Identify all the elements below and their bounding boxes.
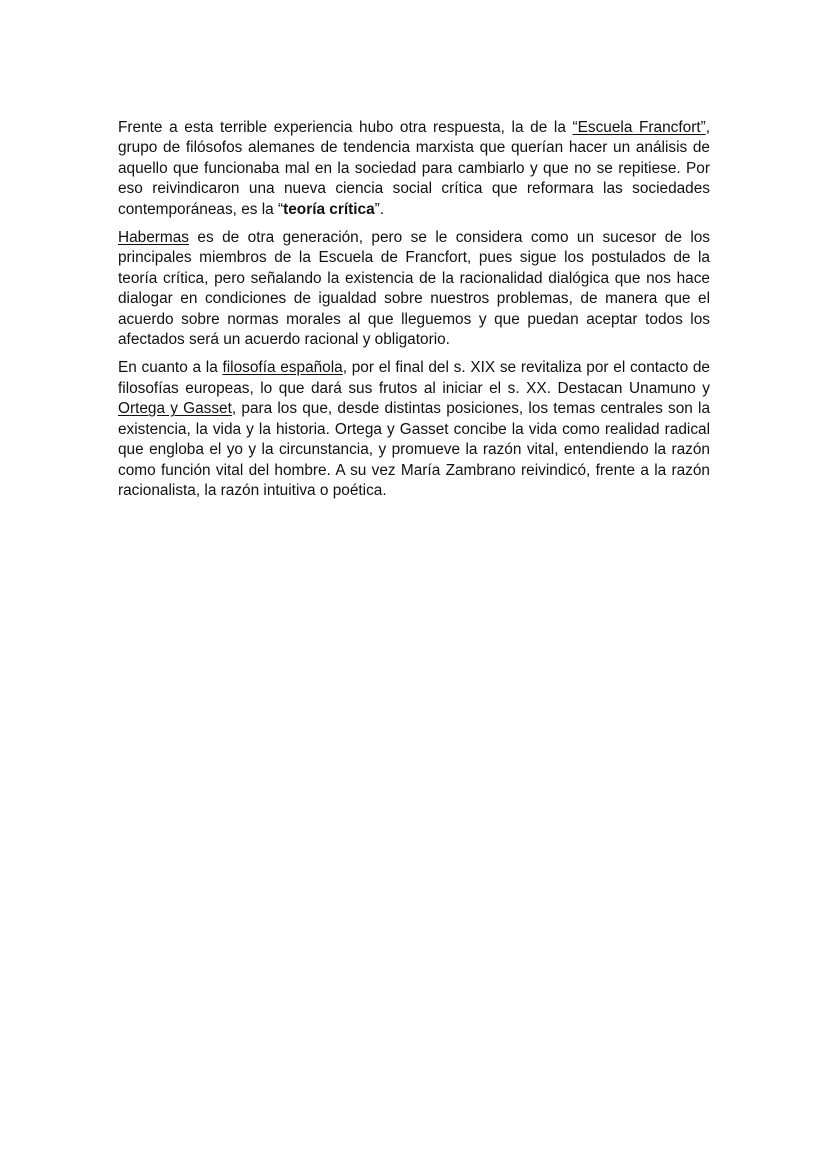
paragraph-text: En cuanto a la: [118, 359, 223, 377]
link-escuela-francfort[interactable]: “Escuela Francfort”: [572, 119, 706, 136]
paragraph-habermas: [118, 228, 710, 350]
paragraph-text: ”.: [374, 200, 385, 218]
paragraph-text: , por el final del s. XIX se revitaliza por el contacto de filosofías europeas, lo que dará sus frutos al iniciar el s. XX. Destacan Unamuno y: [118, 359, 710, 397]
link-ortega-y-gasset[interactable]: Ortega y Gasset: [118, 400, 232, 418]
link-filosofia-espanola[interactable]: filosofía española: [222, 359, 343, 377]
paragraph-escuela-francfort: [118, 118, 710, 220]
paragraph-text: Frente a esta terrible experiencia hubo otra respuesta, la de la: [118, 119, 573, 136]
paragraph-text: , para los que, desde distintas posiciones, los temas centrales son la existencia, la vida y la historia. Ortega y Gasset concibe la vida como realidad radical que engloba el yo y la circunstancia, y promueve la razón vital, entendiendo la razón como función vital del hombre. A su vez María Zambrano reivindicó, frente a la razón racionalista, la razón intuitiva o poética.: [118, 400, 710, 499]
document-body: [118, 118, 710, 509]
term-teoria-critica: teoría crítica: [283, 200, 375, 218]
paragraph-text: , grupo de filósofos alemanes de tendencia marxista que querían hacer un análisis de aquello que funcionaba mal en la sociedad para cambiarlo y que no se repitiese. Por eso reivindicaron una nueva ciencia social crítica que reformara las sociedades contemporáneas, es la “: [118, 119, 711, 218]
paragraph-text: es de otra generación, pero se le considera como un sucesor de los principales miembros de la Escuela de Francfort, pues sigue los postulados de la teoría crítica, pero señalando la existencia de la racionalidad dialógica que nos hace dialogar en condiciones de igualdad sobre nuestros problemas, de manera que el acuerdo sobre normas morales al que lleguemos y que puedan aceptar todos los afectados será un acuerdo racional y obligatorio.: [118, 229, 710, 349]
link-habermas[interactable]: Habermas: [118, 229, 189, 247]
paragraph-filosofia-espanola: [118, 358, 710, 501]
